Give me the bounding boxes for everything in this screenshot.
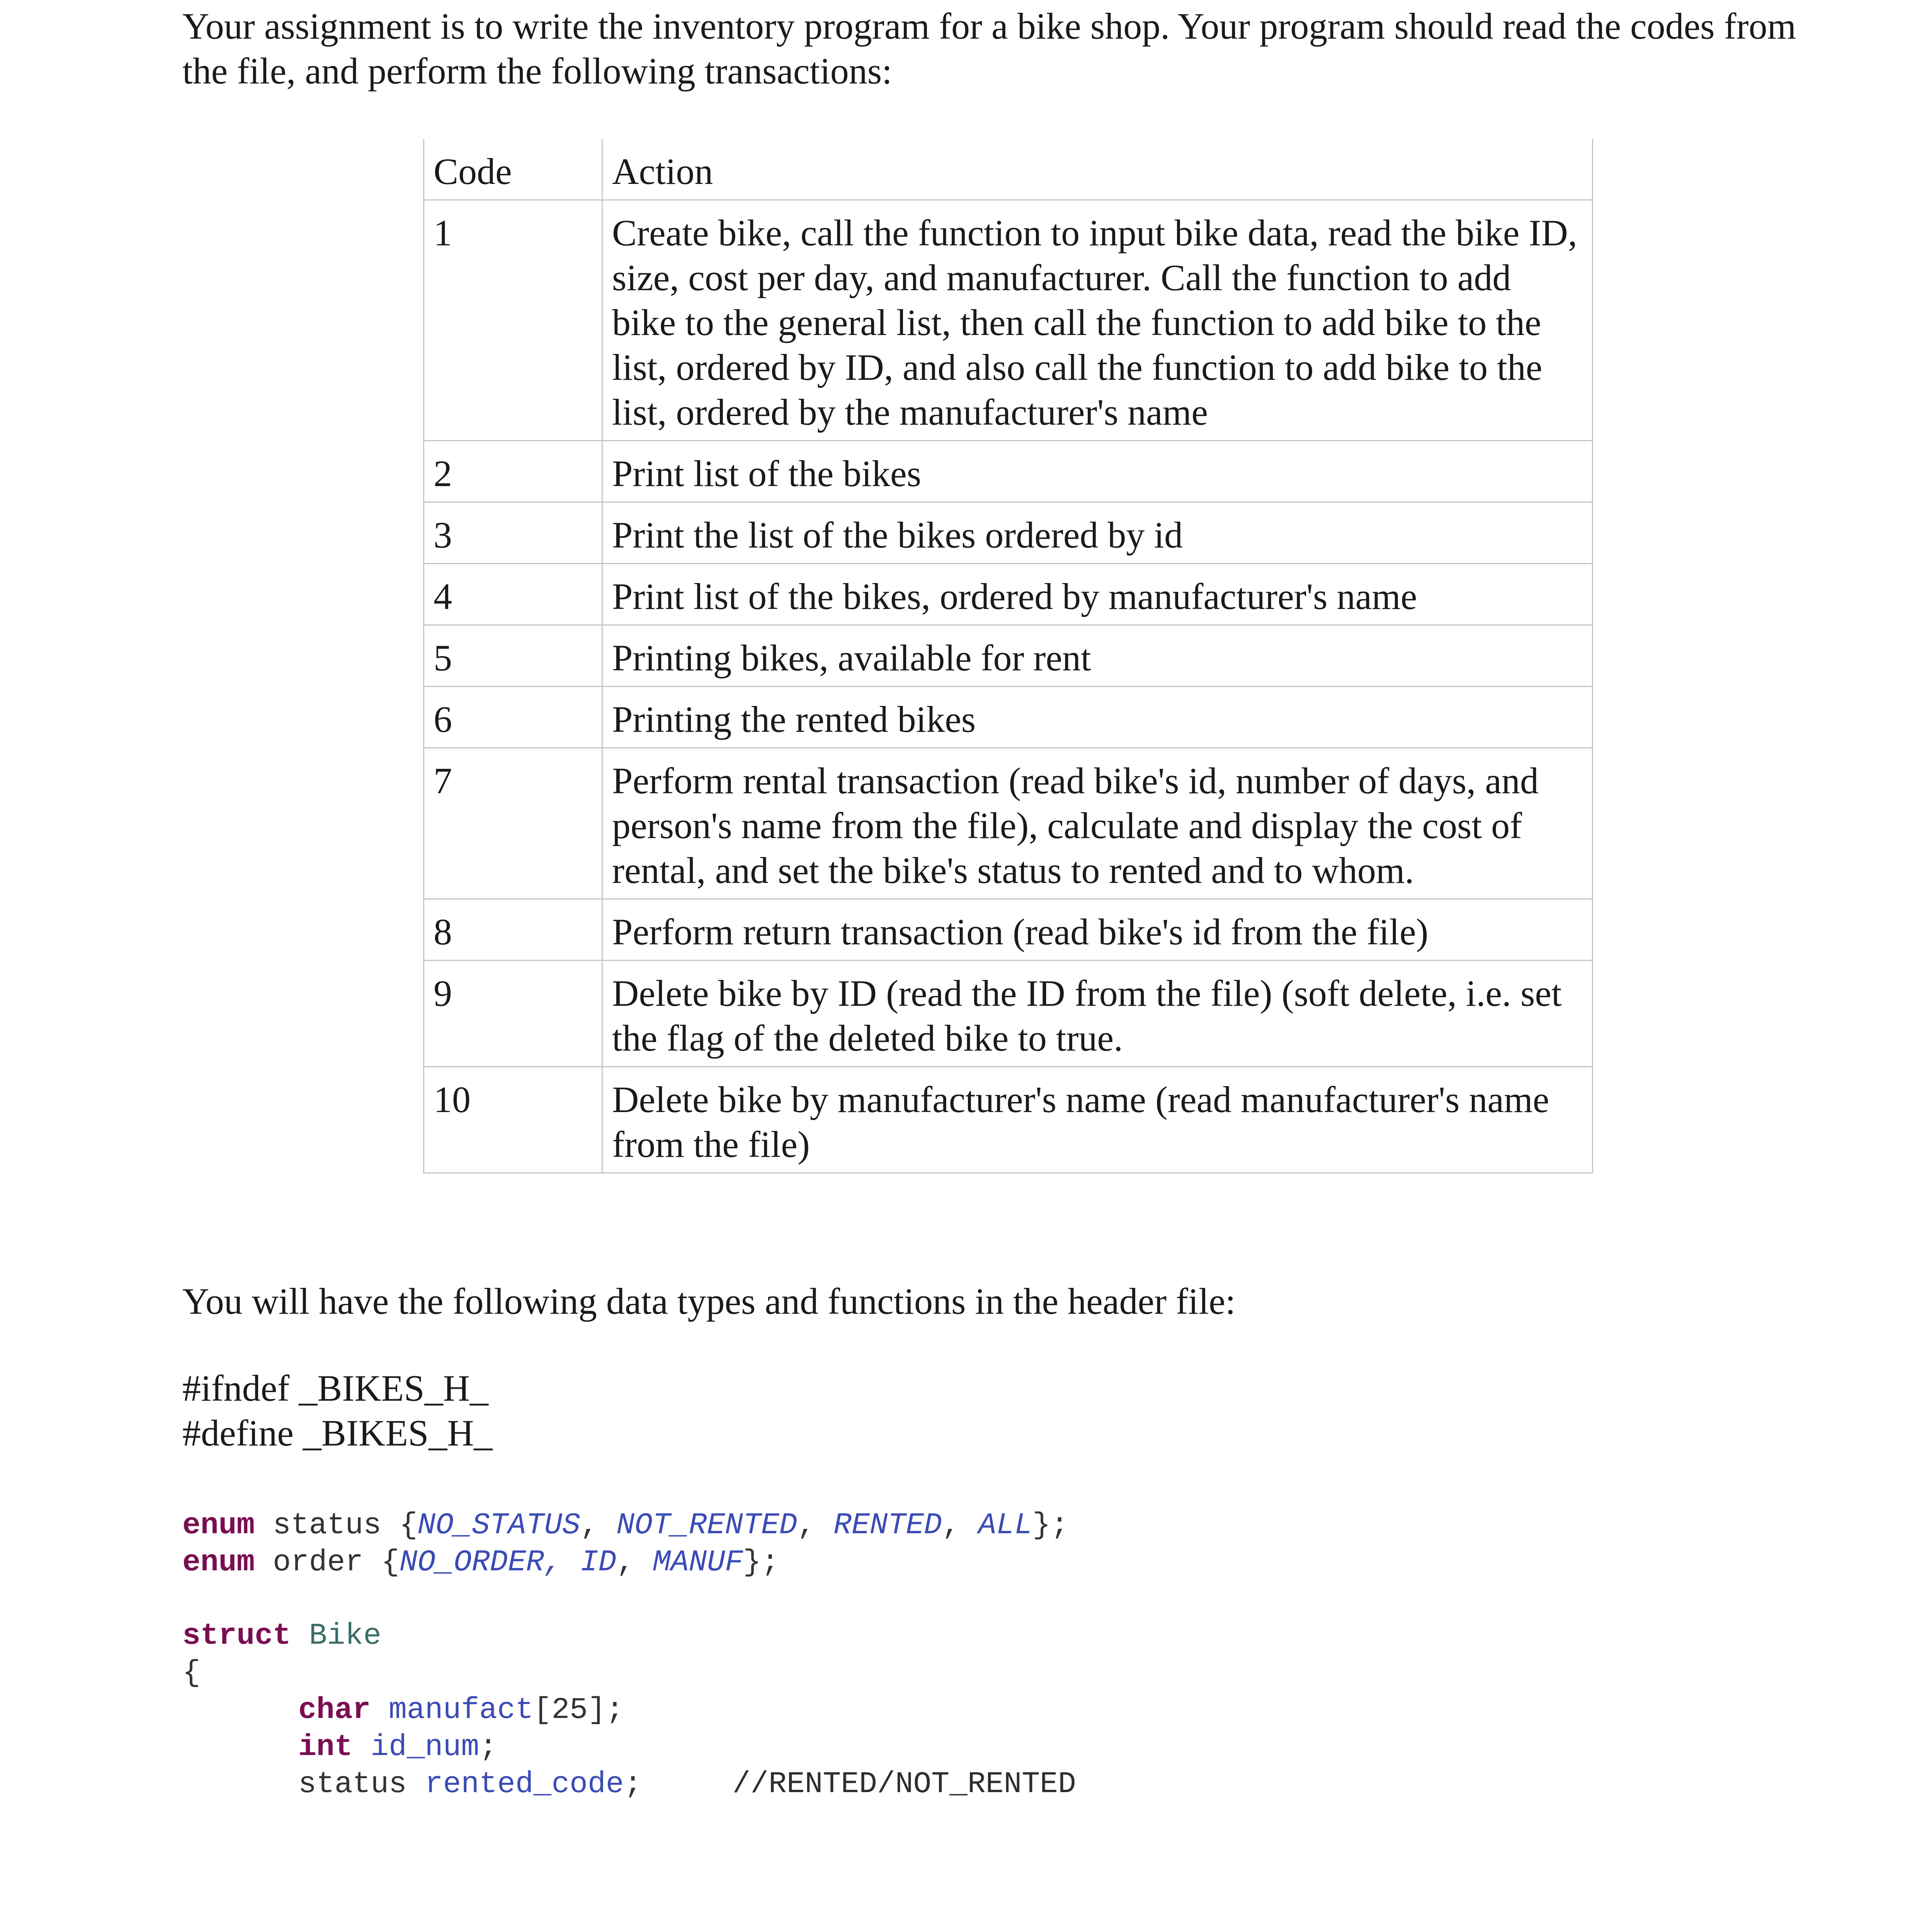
code-cell: 6: [424, 687, 602, 748]
code-comment: //RENTED/NOT_RENTED: [732, 1767, 1076, 1801]
code-cell: 4: [424, 564, 602, 625]
action-cell: Delete bike by manufacturer's name (read manufacturer's name from the file): [602, 1067, 1593, 1173]
header-file-intro: You will have the following data types and functions in the header file:: [182, 1281, 1236, 1322]
enum-value: MANUF: [653, 1546, 743, 1580]
table-row: [424, 200, 1593, 441]
keyword: struct: [182, 1619, 291, 1653]
enum-value: NO_STATUS: [417, 1509, 580, 1543]
enum-value: NOT_RENTED: [616, 1509, 798, 1543]
field-rented-line: status rented_code; //RENTED/NOT_RENTED: [298, 1767, 1076, 1801]
struct-name: Bike: [309, 1619, 381, 1653]
keyword: int: [298, 1730, 353, 1764]
table-row: [424, 625, 1593, 687]
field-name: id_num: [371, 1730, 480, 1764]
table-row: [424, 748, 1593, 899]
enum-status-line: enum status {NO_STATUS, NOT_RENTED, RENTED, ALL};: [182, 1509, 1069, 1543]
code-cell: 9: [424, 961, 602, 1067]
enum-value: ID: [580, 1546, 617, 1580]
struct-line: [182, 1617, 381, 1655]
table-row: [424, 961, 1593, 1067]
field-name: rented_code: [425, 1767, 624, 1801]
action-cell: Print list of the bikes, ordered by manufacturer's name: [602, 564, 1593, 625]
action-cell: Print the list of the bikes ordered by id: [602, 502, 1593, 564]
table-row: [424, 564, 1593, 625]
transaction-codes-body: [424, 139, 1593, 1173]
code-cell: 1: [424, 200, 602, 441]
code-cell: 5: [424, 625, 602, 687]
action-cell: Printing bikes, available for rent: [602, 625, 1593, 687]
table-row: [424, 899, 1593, 961]
keyword: enum: [182, 1509, 255, 1543]
table-header-row: [424, 139, 1593, 200]
enum-order-line: enum order {NO_ORDER, ID, MANUF};: [182, 1546, 779, 1580]
table-row: [424, 687, 1593, 748]
field-id-line: int id_num;: [298, 1730, 497, 1764]
code-cell: 10: [424, 1067, 602, 1173]
table-row: [424, 502, 1593, 564]
type-name: status: [298, 1767, 407, 1801]
enum-value: ALL: [978, 1509, 1033, 1543]
action-cell: Print list of the bikes: [602, 441, 1593, 502]
open-brace-line: {: [182, 1656, 201, 1690]
keyword: enum: [182, 1546, 255, 1580]
field-manufact-line: char manufact[25];: [298, 1693, 624, 1727]
field-name: manufact: [389, 1693, 534, 1727]
keyword: char: [298, 1693, 371, 1727]
code-cell: 2: [424, 441, 602, 502]
header-action: Action: [602, 139, 1593, 200]
intro-paragraph: Your assignment is to write the inventory program for a bike shop. Your program should read the codes from the file, and perform the following transactions:: [182, 5, 1796, 92]
action-cell: Printing the rented bikes: [602, 687, 1593, 748]
action-cell: Delete bike by ID (read the ID from the file) (soft delete, i.e. set the flag of the deleted bike to true.: [602, 961, 1593, 1067]
type-name: order: [273, 1546, 364, 1580]
define-line: #define _BIKES_H_: [182, 1412, 493, 1454]
array-size: [25]: [533, 1693, 606, 1727]
action-cell: Perform return transaction (read bike's id from the file): [602, 899, 1593, 961]
table-row: [424, 1067, 1593, 1173]
ifndef-line: #ifndef _BIKES_H_: [182, 1367, 488, 1409]
action-cell: Perform rental transaction (read bike's id, number of days, and person's name from the file), calculate and display the cost of rental, and set the bike's status to rented and to whom.: [602, 748, 1593, 899]
code-cell: 8: [424, 899, 602, 961]
code-cell: 7: [424, 748, 602, 899]
enum-value: RENTED: [833, 1509, 942, 1543]
action-cell: Create bike, call the function to input bike data, read the bike ID, size, cost per day, and manufacturer. Call the function to add bike to the general list, then call the function to add bike to the list, ordered by ID, and also call the function to add bike to the list, ordered by the manufacturer's name: [602, 200, 1593, 441]
enum-value: NO_ORDER: [399, 1546, 544, 1580]
table-row: [424, 441, 1593, 502]
transaction-codes-table: [423, 139, 1593, 1173]
header-code: Code: [424, 139, 602, 200]
code-cell: 3: [424, 502, 602, 564]
type-name: status: [273, 1509, 381, 1543]
